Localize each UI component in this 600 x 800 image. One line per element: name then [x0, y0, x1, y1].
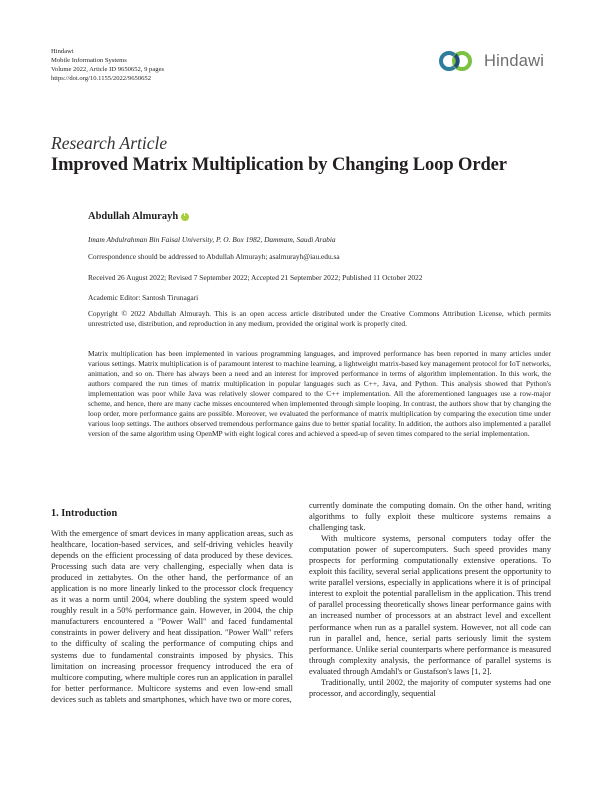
doi-link[interactable]: https://doi.org/10.1155/2022/9650652	[51, 75, 152, 82]
paper-title: Improved Matrix Multiplication by Changing Loop Order	[51, 155, 507, 175]
abstract: Matrix multiplication has been implemented in various programming languages, and improved performance has been reported in many articles under various settings. Matrix multiplication is of paramount interest to machine learning, a lightweight matrix-based key management protocol for IoT networks, animation, and so on. There has always been a need and an interest for improved performance in terms of algorithm implementation. In this work, the authors compared the run times of matrix multiplication in popular languages such as C++, Java, and Python. This analysis showed that Python's implementation was poor while Java was relatively slower compared to the C++ implementation. All the aforementioned languages use a row-major scheme, and hence, there are many cache misses encountered when implemented through simple looping. In contrast, the authors show that by changing the loop order, more performance gains are possible. Moreover, we evaluated the performance of matrix multiplication by comparing the execution time under various loop settings. The authors observed tremendous performance gains due to better spatial locality. In addition, the authors also implemented a parallel version of the same algorithm using OpenMP with eight logical cores and achieved a speed-up of seven times compared to the serial implementation.	[88, 349, 551, 438]
paragraph: currently dominate the computing domain. On the other hand, writing algorithms to fully exploit these multicore systems remains a challenging task.	[309, 501, 551, 533]
academic-editor: Academic Editor: Santosh Tirunagari	[88, 293, 199, 302]
section-heading-introduction: 1. Introduction	[51, 508, 118, 519]
copyright-notice: Copyright © 2022 Abdullah Almurayh. This is an open access article distributed under the Creative Commons Attribution License, which permits unrestricted use, distribution, and reproduction in any medium, provided the original work is properly cited.	[88, 309, 551, 328]
paragraph: With the emergence of smart devices in many application areas, such as healthcare, location-based services, and self-driving vehicles heavily depends on the efficient processing of data produced by these devices. Processing such data are very challenging, especially when data is produced in zettabytes. On the other hand, the performance of an application is no more linearly linked to the processor clock frequency as it was a norm until 2004, where doubling the system speed would roughly result in a 50% performance gain. However, in 2004, the chip manufacturers encountered a "Power Wall" and faced fundamental constraints in power delivery and heat dissipation. "Power Wall" refers to the difficulty of scaling the performance of computing chips and systems due to fundamental constraints imposed by physics. This limitation on increasing processor frequency introduced the era of multicore computing, where multiple cores run an application in parallel for better performance. Multicore systems and even low-end small devices such as tablets and smartphones, which have two or more cores,	[51, 529, 293, 704]
publisher-name: Hindawi	[51, 48, 74, 55]
author-line	[88, 211, 189, 222]
left-column	[51, 507, 293, 705]
article-type: Research Article	[51, 133, 168, 153]
right-column	[309, 500, 551, 699]
publication-dates: Received 26 August 2022; Revised 7 September 2022; Accepted 21 September 2022; Published 11 October 2022	[88, 273, 423, 282]
author-name[interactable]: Abdullah Almurayh	[88, 211, 179, 222]
hindawi-logo	[438, 50, 544, 72]
affiliation: Imam Abdulrahman Bin Faisal University, P. O. Box 1982, Dammam, Saudi Arabia	[88, 235, 336, 244]
hindawi-logo-icon	[438, 50, 480, 72]
journal-name: Mobile Information Systems	[51, 57, 127, 64]
paragraph: With multicore systems, personal computers today offer the computation power of supercomputers. Such speed provides many prospects for performing computationally extensive operations. To exploit this facility, several serial applications present the opportunity to write parallel versions, especially in applications where it is of principal interest to exploit the potential parallelism in the application. This trend of parallel processing theoretically shows linear performance gains with an increased number of processors at an abstract level and excellent performance when run as a parallel system. However, not all code can run in parallel and, hence, serial parts seriously limit the system performance. Unlike serial counterparts where performance is measured through complexity analysis, the performance of parallel systems is evaluated through Amdahl's or Gustafson's laws [1, 2].	[309, 534, 551, 676]
correspondence: Correspondence should be addressed to Abdullah Almurayh; asalmurayh@iau.edu.sa	[88, 252, 340, 261]
logo-text: Hindawi	[484, 51, 545, 70]
volume-info: Volume 2022, Article ID 9650652, 9 pages	[51, 66, 165, 73]
paragraph: Traditionally, until 2002, the majority of computer systems had one processor, and accordingly, sequential	[309, 677, 551, 698]
journal-header	[51, 47, 164, 83]
orcid-icon[interactable]	[181, 213, 189, 221]
